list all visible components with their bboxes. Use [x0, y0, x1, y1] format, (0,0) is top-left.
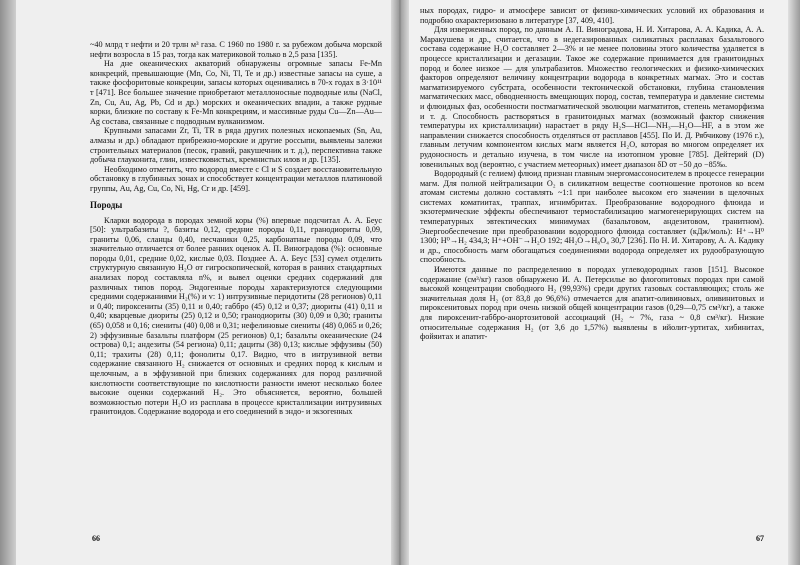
paragraph-hydrogen-reduction: Необходимо отметить, что водород вместе с Cl и S создает восстановительную обстановку в глубинных зонах и способствует концентрации металлов платиновой группы, Au, Ag, Cu, Co, Ni, Hg, Cr и др. [459]. [90, 164, 382, 193]
section-heading: Породы [90, 199, 123, 210]
paragraph-hydrogen-fluid: Водородный (с гелием) флюид признан главным энергомассоносителем в процессе генерации магм. Для полной нейтрализации O₂ в силикатном веществе соотношение протонов ко всем атомам системы должно составлять ~1:1 при наиболее высоком его значении в щелочных системах коматиитах, траппах, игнимбритах. Преобразование водородного флюида и экзотермические эффекты обеспечивают термостабилизацию магмогенерирующих систем на температурных эвтектических минимумах (базальтовом, андезитовом, гранитном). Энергообеспечение при преобразовании водородного флюида составляет (кДж/моль): H⁺→H⁰ 1300; H⁰→H₂ 434,3; H⁺+OH⁻→H₂O 192; 4H₂O→H₈O₄ 30,7 [236]. По Н. И. Хитарову, А. А. Кадику и др., способность магм обогащаться соединениями водорода определяет их рудообразующую способность. [420, 169, 764, 265]
left-page-edge-shadow [0, 0, 16, 565]
paragraph-continuation: ~40 млрд т нефти и 20 трлн м³ газа. С 1960 по 1980 г. за рубежом добыча морской нефти возросла в 15 раз, тогда как материковой только в 2,5 раза [135]. [90, 40, 382, 59]
right-page-edge-shadow [788, 0, 800, 565]
paragraph-clarke-values: Кларки водорода в породах земной коры (%) впервые подсчитал А. А. Беус [50]: ультрабазиты ?, базиты 0,12, средние породы 0,11, гранодиориты 0,09, граниты 0,06, сланцы 0,40, песчаники 0,25, карбонатные породы 0,09, что значительно отличается от более ранних оценок А. П. Виноградова (%): основные породы 0,01, средние 0,02, кислые 0,03. Позднее А. А. Беус [53] сумел отделить структурную связанную H₂O от гигроскопической, которая в ранних стандартных анализах пород составляла n%, и вывел оценки средних содержаний для различных типов пород. Эндогенные породы характеризуются следующими средними содержаниями H₂(%) и v: 1) интрузивные перидотиты (28 регионов) 0,11 и 0,40; пироксениты (35) 0,11 и 0,40; габбро (45) 0,12 и 0,37; диориты (41) 0,11 и 0,40; кварцевые диориты (25) 0,12 и 0,50; гранодиориты (30) 0,09 и 0,30; граниты (65) 0,058 и 0,16; сиениты (40) 0,08 и 0,31; нефелиновые сиениты (48) 0,065 и 0,26; 2) эффузивные базальты платформ (25 регионов) 0,1; базальты океанические (24 острова) 0,1; андезиты (54 региона) 0,11; дациты (38) 0,13; кислые эффузивы (50) 0,11; трахиты (28) 0,11; фонолиты 0,17. Видно, что в интрузивной ветви содержание связанного H₂ снижается от основных и средних пород к кислым и щелочным, а в эффузивной при близких содержаниях для пород различной кислотности соответствующие по кислотности разности имеют несколько более высокие оценки содержаний H₂. Это объясняется, вероятно, большей возможностью потери H₂O из расплава в процессе кристаллизации интрузивных гранитоидов. Содержание водорода и его соединений в эндо- и экзогенных [90, 215, 382, 417]
paragraph-continuation-right: ных породах, гидро- и атмосфере зависит от физико-химических условий их образования и подробно охарактеризовано в литературе [37, 409, 410]. [420, 6, 764, 25]
paragraph-hydrocarbon-gases: Имеются данные по распределению в породах углеводородных газов [151]. Высокое содержание (см³/кг) газов обнаружено И. А. Петерсилье во флогопитовых породах при самой высокой концентрации свободного H₂ (99,93%) среди других газовых составляющих; столь же значительная доля H₂ (от 83,8 до 96,6%) отмечается для апатит-оливиновых, оливинитовых и пироксенитовых пород при очень низкой общей концентрации газов (0,29—0,75 см³/кг), а также для пироксенит-габбро-анортозитовой ассоциаций (H₂ ~ 7%, газа ~ 0,8 см³/кг). Низкие относительные содержания H₂ (от 3,6 до 1,57%) выявлены в ийолит-уртитах, хибинитах, фойяитах и апатит- [420, 265, 764, 342]
book-gutter [391, 0, 409, 565]
paragraph-placers: Крупными запасами Zr, Ti, TR в ряда других полезных ископаемых (Sn, Au, алмазы и др.) обладают прибрежно-морские и другие россыпи, выявлены залежи строительных материалов (песок, гравий, ракушечник и т. д.), перспективна также добыча глауконита, глин, известковистых, кремнистых илов и др. [135]. [90, 126, 382, 165]
page-number-right: 67 [756, 534, 764, 543]
page-number-left: 66 [92, 534, 100, 543]
right-page [400, 0, 800, 565]
paragraph-fe-mn-nodules: На дне океанических акваторий обнаружены огромные запасы Fe-Mn конкреций, превышающие (Mn, Co, Ni, Tl, Te и др.) известные запасы на суше, а также фосфоритовые конкреции, запасы которых оценивались в 70-х годах в 3·10¹¹ т [471]. Все большее значение приобретают металлоносные подводные илы (NaCl, Zn, Cu, Au, Ag, Pb, Cd и др.) морских и океанических впадин, а также рудные корки, близкие по составу к Fe-Mn конкрециям, и массивные руды Cu—Zn—Au—Ag состава, связанные с подводным вулканизмом. [90, 59, 382, 126]
paragraph-igneous-rocks: Для изверженных пород, по данным А. П. Виноградова, Н. И. Хитарова, А. А. Кадика, А. А. Маракушева и др., считается, что в недегазированных силикатных расплавах базальтового состава содержание H₂O составляет 2—3% и не менее половины этого количества удаляется в процессе кристаллизации и дегазации. Такое же содержание принимается для гранитоидных пород и более низкое — для ультрабазитов. Множество геологических и физико-химических факторов определяют величину концентрации водорода в конкретных магмах. Это и состав магматизируемого субстрата, особенности тектонической обстановки, глубина становления магматических масс, обводненность вмещающих пород, состав, температура и давление системы и флюидных фаз, особенности постмагматической эволюции магматитов, степень метаморфизма и т. д. Способность растворяться в гранитоидных магмах (возможный фактор снижения температуры их кристаллизации) нарастает в ряду H₂S—HCl—NH₃—H₂O—HF, а в этом же направлении снижается способность отделяться от расплавов [455]. По И. Д. Рябчикову (1976 г.), главным летучим компонентом кислых магм является H₂O, которая во многом определяет их рудоносность и детально изучена, в том числе на изотопном уровне [785]. Дейтерий (D) ювенильных вод (вероятно, с участием метеорных) имеет диапазон δD от −50 до −85‰. [420, 25, 764, 169]
